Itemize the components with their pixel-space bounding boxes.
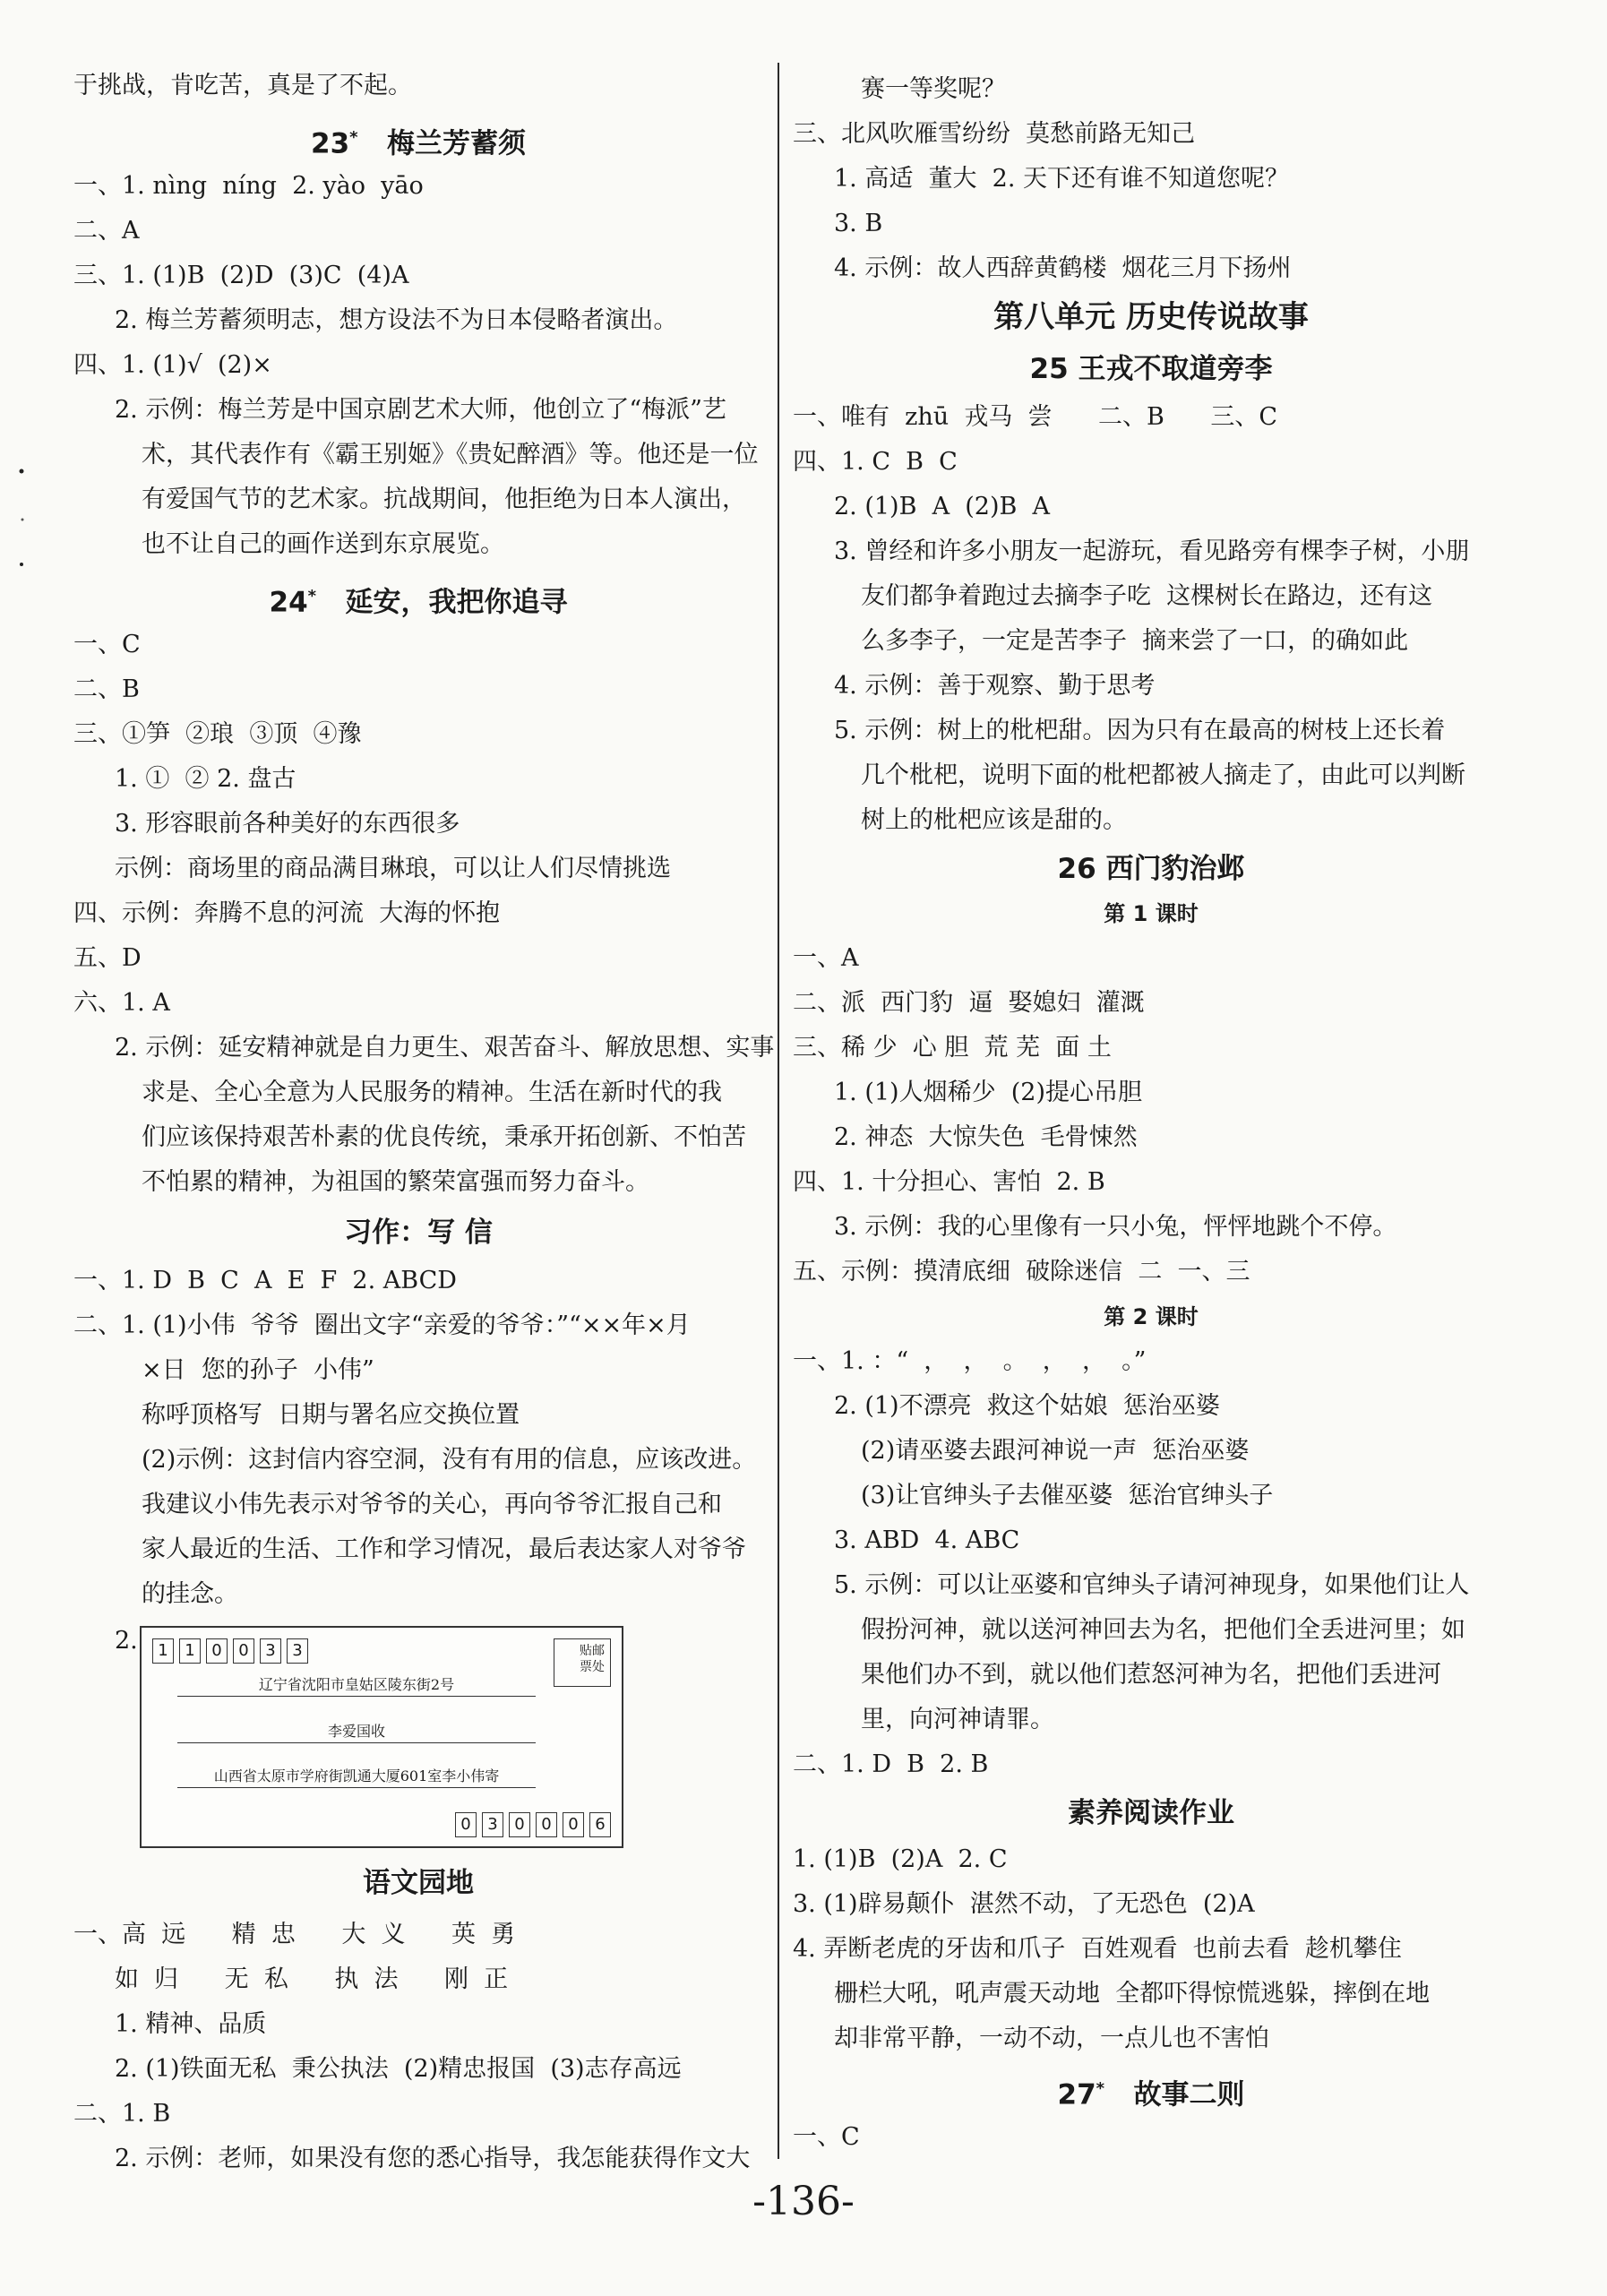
page-number: -136- xyxy=(752,2179,855,2224)
recipient-postcode xyxy=(152,1638,308,1664)
answer-line: 二、B xyxy=(73,675,140,703)
answer-line: 一、A xyxy=(793,944,859,972)
answer-line: 么多李子，一定是苦李子 摘来尝了一口，的确如此 xyxy=(861,627,1409,655)
answer-line: 五、D xyxy=(73,944,142,972)
sender-postcode xyxy=(455,1812,611,1837)
answer-line: 2. 梅兰芳蓄须明志，想方设法不为日本侵略者演出。 xyxy=(115,306,678,334)
sender-address: 山西省太原市学府街凯通大厦601室李小伟寄 xyxy=(177,1766,536,1788)
answer-line: 4. 示例：善于观察、勤于思考 xyxy=(834,672,1156,700)
answer-line: 示例：商场里的商品满目琳琅，可以让人们尽情挑选 xyxy=(115,855,671,882)
answer-line: 2. xyxy=(115,1627,138,1655)
answer-line: 赛一等奖呢？ xyxy=(861,75,1006,103)
margin-specks xyxy=(18,466,27,573)
answer-line: 里，向河神请罪。 xyxy=(861,1706,1054,1733)
postcode-digit: 0 xyxy=(509,1812,530,1837)
answer-line: 1. ① ② 2. 盘古 xyxy=(115,765,296,793)
session-1-label: 第 1 课时 xyxy=(1104,901,1199,926)
lesson-number: 24 xyxy=(269,586,308,619)
stamp-box: 贴邮 票处 xyxy=(554,1638,611,1687)
lesson-star: * xyxy=(349,128,358,147)
answer-line: 1. 精神、品质 xyxy=(115,2010,267,2038)
answer-line: 一、1. nìng níng 2. yào yāo xyxy=(73,172,424,200)
answer-line: 2. 示例：延安精神就是自力更生、艰苦奋斗、解放思想、实事 xyxy=(115,1034,775,1062)
answer-line: 二、1. (1)小伟 爷爷 圈出文字“亲爱的爷爷：”“××年×月 xyxy=(73,1311,691,1339)
answer-line: 几个枇杷，说明下面的枇杷都被人摘走了，由此可以判断 xyxy=(861,761,1465,789)
answer-line: 3. 形容眼前各种美好的东西很多 xyxy=(115,810,460,838)
answer-line: 如 归 无 私 执 法 刚 正 xyxy=(115,1965,509,1993)
answer-line: 1. (1)B (2)A 2. C xyxy=(793,1845,1008,1873)
answer-line: 2. 神态 大惊失色 毛骨悚然 xyxy=(834,1123,1138,1151)
answer-line: 假扮河神，就以送河神回去为名，把他们全丢进河里；如 xyxy=(861,1616,1465,1644)
lesson-23-title xyxy=(73,118,763,163)
answer-line: 3. 曾经和许多小朋友一起游玩，看见路旁有棵李子树，小朋 xyxy=(834,537,1470,565)
answer-line: 四、示例：奔腾不息的河流 大海的怀抱 xyxy=(73,899,501,927)
answer-line: 有爱国气节的艺术家。抗战期间，他拒绝为日本人演出， xyxy=(142,486,746,513)
answer-line: 一、C xyxy=(73,631,141,658)
session-2-label: 第 2 课时 xyxy=(1104,1304,1199,1329)
postcode-digit: 3 xyxy=(260,1638,281,1664)
answer-line: 术，其代表作有《霸王别姬》《贵妃醉酒》等。他还是一位 xyxy=(142,441,759,469)
answer-line: 二、派 西门豹 逼 娶媳妇 灌溉 xyxy=(793,989,1145,1017)
answer-line: 5. 示例：可以让巫婆和官绅头子请河神现身，如果他们让人 xyxy=(834,1571,1470,1599)
answer-line: ×日 您的孙子 小伟” xyxy=(142,1356,374,1384)
answer-line: 一、C xyxy=(793,2123,860,2151)
envelope-illustration xyxy=(140,1626,623,1848)
lesson-27-title xyxy=(793,2069,1509,2114)
lesson-star: * xyxy=(307,587,317,606)
answer-line: 2. 示例：梅兰芳是中国京剧艺术大师，他创立了“梅派”艺 xyxy=(115,396,726,424)
answer-line: (2)示例：这封信内容空洞，没有有用的信息，应该改进。 xyxy=(142,1446,757,1474)
answer-line: 3. (1)辟易颠仆 湛然不动，了无恐色 (2)A xyxy=(793,1890,1255,1918)
answer-line: 三、①笋 ②琅 ③顶 ④豫 xyxy=(73,720,362,748)
answer-line: 我建议小伟先表示对爷爷的关心，再向爷爷汇报自己和 xyxy=(142,1491,722,1518)
answer-line: 求是、全心全意为人民服务的精神。生活在新时代的我 xyxy=(142,1079,722,1106)
answer-line: 2. (1)不漂亮 救这个姑娘 惩治巫婆 xyxy=(834,1392,1220,1420)
postcode-digit: 6 xyxy=(589,1812,611,1837)
answer-line: (2)请巫婆去跟河神说一声 惩治巫婆 xyxy=(861,1437,1250,1465)
answer-line: 友们都争着跑过去摘李子吃 这棵树长在路边，还有这 xyxy=(861,582,1433,610)
answer-line: 1. 高适 董大 2. 天下还有谁不知道您呢？ xyxy=(834,165,1290,193)
lesson-26-title: 26 西门豹治邺 xyxy=(1057,853,1245,885)
answer-line: 5. 示例：树上的枇杷甜。因为只有在最高的树枝上还长着 xyxy=(834,717,1446,744)
answer-line: 一、唯有 zhū 戎马 尝 二、B 三、C xyxy=(793,403,1277,431)
answer-line: 不怕累的精神，为祖国的繁荣富强而努力奋斗。 xyxy=(142,1168,649,1196)
postcode-digit: 0 xyxy=(455,1812,477,1837)
postcode-digit: 3 xyxy=(287,1638,308,1664)
lesson-name: 梅兰芳蓄须 xyxy=(386,127,526,160)
answer-line: 五、示例：摸清底细 破除迷信 二 一、三 xyxy=(793,1258,1250,1286)
answer-line: 二、1. B xyxy=(73,2100,171,2128)
recipient-name: 李爱国收 xyxy=(177,1721,536,1743)
answer-line: 3. 示例：我的心里像有一只小兔，怦怦地跳个不停。 xyxy=(834,1213,1397,1241)
answer-line: 一、高 远 精 忠 大 义 英 勇 xyxy=(73,1921,516,1948)
answer-line: 三、稀 少 心 胆 荒 芜 面 土 xyxy=(793,1034,1112,1062)
answer-line: 1. (1)人烟稀少 (2)提心吊胆 xyxy=(834,1079,1142,1106)
postcode-digit: 1 xyxy=(152,1638,174,1664)
answer-line: 一、1. D B C A E F 2. ABCD xyxy=(73,1267,457,1294)
answer-line: 4. 弄断老虎的牙齿和爪子 百姓观看 也前去看 趁机攀住 xyxy=(793,1935,1402,1963)
lesson-star: * xyxy=(1096,2079,1105,2098)
lesson-number: 27 xyxy=(1057,2078,1096,2111)
literacy-reading-title: 素养阅读作业 xyxy=(1068,1797,1234,1829)
answer-line: 2. 示例：老师，如果没有您的悉心指导，我怎能获得作文大 xyxy=(115,2145,751,2172)
answer-line: 果他们办不到，就以他们惹怒河神为名，把他们丢进河 xyxy=(861,1661,1441,1689)
answer-line: 四、1. (1)√ (2)× xyxy=(73,351,272,379)
answer-line: 家人最近的生活、工作和学习情况，最后表达家人对爷爷 xyxy=(142,1535,746,1563)
postcode-digit: 0 xyxy=(563,1812,584,1837)
answer-line: 四、1. C B C xyxy=(793,448,958,476)
writing-section-title: 习作：写 信 xyxy=(344,1217,493,1249)
postcode-digit: 1 xyxy=(179,1638,201,1664)
postcode-digit: 0 xyxy=(536,1812,557,1837)
lesson-name: 延安，我把你追寻 xyxy=(345,586,568,619)
answer-line: 的挂念。 xyxy=(142,1580,238,1608)
answer-line: (3)让官绅头子去催巫婆 惩治官绅头子 xyxy=(861,1482,1274,1509)
column-divider xyxy=(778,63,779,2159)
answer-line: 四、1. 十分担心、害怕 2. B xyxy=(793,1168,1105,1196)
answer-line: 二、A xyxy=(73,217,140,245)
answer-line: 3. B xyxy=(834,210,883,237)
answer-line: 却非常平静，一动不动，一点儿也不害怕 xyxy=(834,2025,1269,2052)
answer-line: 栅栏大吼，吼声震天动地 全都吓得惊慌逃躲，摔倒在地 xyxy=(834,1980,1431,2008)
unit-8-title: 第八单元 历史传说故事 xyxy=(993,299,1309,335)
lesson-name: 故事二则 xyxy=(1133,2078,1245,2111)
text-line: 于挑战，肯吃苦，真是了不起。 xyxy=(73,72,412,99)
lesson-number: 23 xyxy=(311,127,350,160)
answer-line: 三、北风吹雁雪纷纷 莫愁前路无知己 xyxy=(793,120,1196,148)
answer-line: 二、1. D B 2. B xyxy=(793,1750,989,1778)
answer-line: 3. ABD 4. ABC xyxy=(834,1526,1020,1554)
answer-line: 一、1. ：“ ， ， 。 ， ， 。” xyxy=(793,1347,1147,1375)
postcode-digit: 0 xyxy=(206,1638,228,1664)
answer-line: 们应该保持艰苦朴素的优良传统，秉承开拓创新、不怕苦 xyxy=(142,1123,746,1151)
answer-line: 六、1. A xyxy=(73,989,170,1017)
recipient-address: 辽宁省沈阳市皇姑区陵东街2号 xyxy=(177,1674,536,1697)
answer-line: 2. (1)铁面无私 秉公执法 (2)精忠报国 (3)志存高远 xyxy=(115,2055,682,2083)
answer-line: 也不让自己的画作送到东京展览。 xyxy=(142,530,504,558)
answer-line: 三、1. (1)B (2)D (3)C (4)A xyxy=(73,262,409,289)
postcode-digit: 0 xyxy=(233,1638,254,1664)
answer-line: 称呼顶格写 日期与署名应交换位置 xyxy=(142,1401,520,1429)
answer-line: 2. (1)B A (2)B A xyxy=(834,493,1051,520)
answer-line: 4. 示例：故人西辞黄鹤楼 烟花三月下扬州 xyxy=(834,254,1292,282)
postcode-digit: 3 xyxy=(482,1812,503,1837)
yuwen-yuandi-title: 语文园地 xyxy=(363,1867,474,1899)
lesson-25-title: 25 王戎不取道旁李 xyxy=(1029,353,1273,385)
answer-line: 树上的枇杷应该是甜的。 xyxy=(861,806,1127,834)
lesson-24-title xyxy=(73,577,763,622)
